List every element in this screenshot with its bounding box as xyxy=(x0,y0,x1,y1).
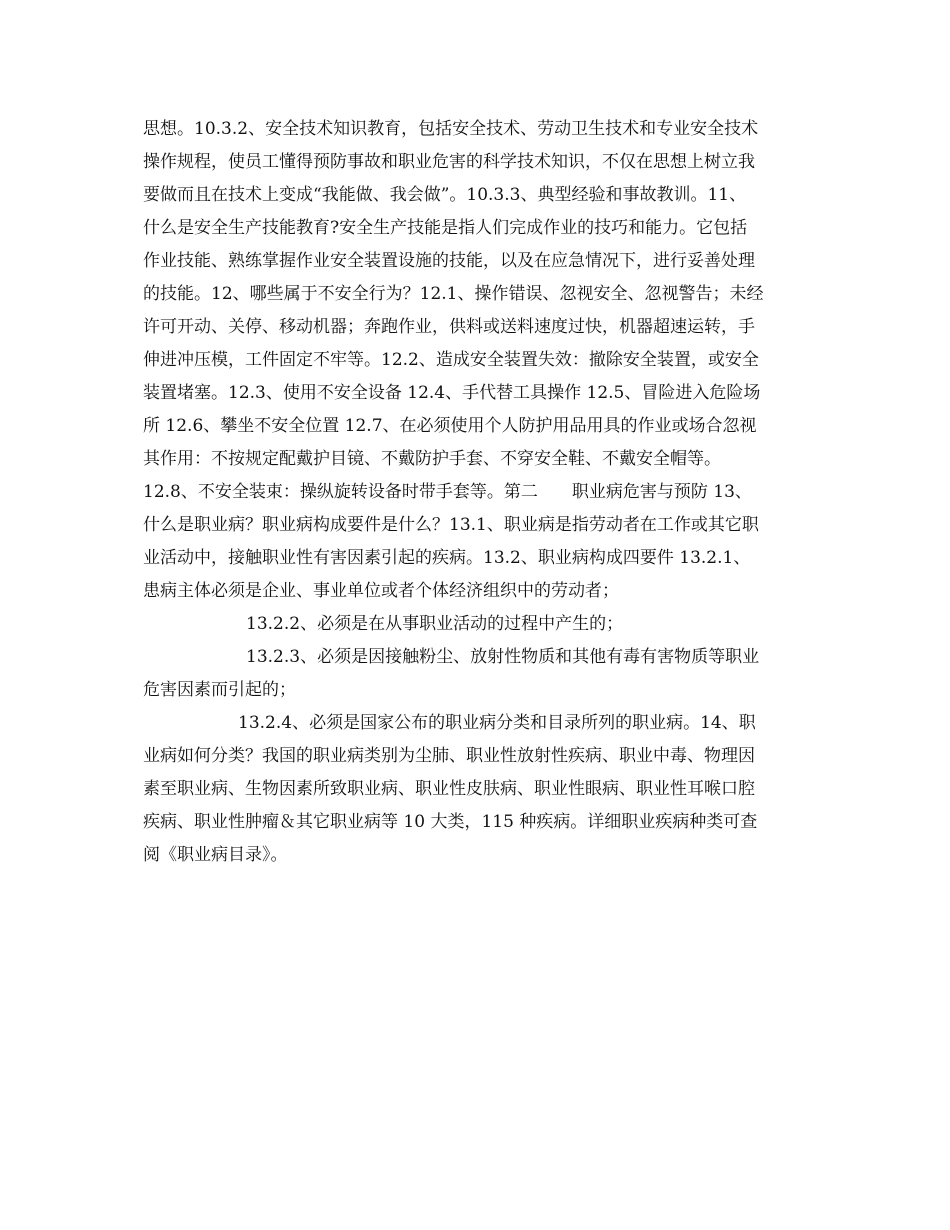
text-line: 其作用：不按规定配戴护目镜、不戴防护手套、不穿安全鞋、不戴安全帽等。 xyxy=(143,449,721,469)
text-line: 12.8、不安全装束：操纵旋转设备时带手套等。第二 职业病危害与预防 13、 xyxy=(143,482,752,502)
text-line: 操作规程，使员工懂得预防事故和职业危害的科学技术知识，不仅在思想上树立我 xyxy=(143,152,755,172)
text-line-indented: 13.2.2、必须是在从事职业活动的过程中产生的； xyxy=(246,614,624,634)
text-line: 危害因素而引起的； xyxy=(143,680,296,700)
body-text xyxy=(143,113,823,872)
text-line: 作业技能、熟练掌握作业安全装置设施的技能，以及在应急情况下，进行妥善处理 xyxy=(143,251,755,271)
text-line: 阅《职业病目录》。 xyxy=(143,845,288,865)
text-line: 患病主体必须是企业、事业单位或者个体经济组织中的劳动者； xyxy=(143,581,619,601)
text-line: 素至职业病、生物因素所致职业病、职业性皮肤病、职业性眼病、职业性耳喉口腔 xyxy=(143,779,755,799)
text-line: 许可开动、关停、移动机器；奔跑作业，供料或送料速度过快，机器超速运转，手 xyxy=(143,317,755,337)
text-line: 要做而且在技术上变成“我能做、我会做”。10.3.3、典型经验和事故教训。11、 xyxy=(143,185,747,205)
text-line: 伸进冲压模，工件固定不牢等。12.2、造成安全装置失效：撤除安全装置，或安全 xyxy=(143,350,759,370)
text-line: 装置堵塞。12.3、使用不安全设备 12.4、手代替工具操作 12.5、冒险进入危险场 xyxy=(143,383,761,403)
text-line: 思想。10.3.2、安全技术知识教育，包括安全技术、劳动卫生技术和专业安全技术 xyxy=(143,119,759,139)
text-line: 的技能。12、哪些属于不安全行为？12.1、操作错误、忽视安全、忽视警告；未经 xyxy=(143,284,764,304)
text-line-indented: 13.2.3、必须是因接触粉尘、放射性物质和其他有毒有害物质等职业 xyxy=(246,647,760,667)
text-line: 什么是职业病？职业病构成要件是什么？13.1、职业病是指劳动者在工作或其它职 xyxy=(143,515,759,535)
text-line: 所 12.6、攀坐不安全位置 12.7、在必须使用个人防护用品用具的作业或场合忽视 xyxy=(143,416,757,436)
text-line: 什么是安全生产技能教育?安全生产技能是指人们完成作业的技巧和能力。它包括 xyxy=(143,218,748,238)
text-line: 业活动中，接触职业性有害因素引起的疾病。13.2、职业病构成四要件 13.2.1、 xyxy=(143,548,751,568)
text-line: 疾病、职业性肿瘤＆其它职业病等 10 大类，115 种疾病。详细职业疾病种类可查 xyxy=(143,812,758,832)
text-line: 业病如何分类？我国的职业病类别为尘肺、职业性放射性疾病、职业中毒、物理因 xyxy=(143,746,755,766)
text-line-indented: 13.2.4、必须是国家公布的职业病分类和目录所列的职业病。14、职 xyxy=(238,713,756,733)
